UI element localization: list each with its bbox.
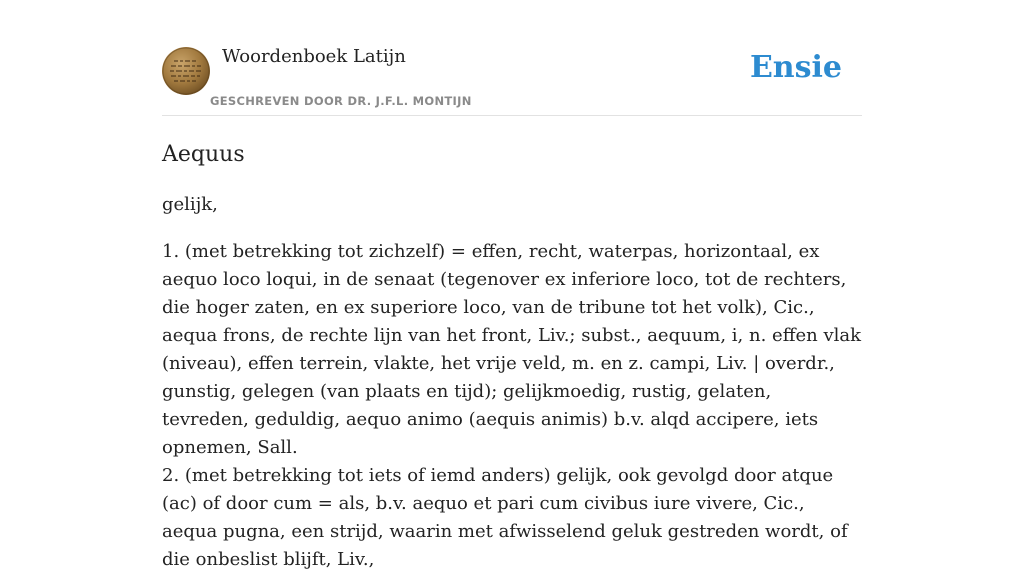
definition-item: 2. (met betrekking tot iets of iemd anders) gelijk, ook gevolgd door atque (ac) of door cum = als, b.v. aequo et pari cum civibus iure vivere, Cic., aequa pugna, een strijd, waarin met afwisselend geluk gestreden wordt, of die onbeslist blijft, Liv., bbox=[162, 465, 848, 570]
definition-item: 1. (met betrekking tot zichzelf) = effen, recht, waterpas, horizontaal, ex aequo loco loqui, in de senaat (tegenover ex inferiore loco, tot de rechters, die hoger zaten, en ex superiore loco, van de tribune tot het volk), Cic., aequa frons, de rechte lijn van het front, Liv.; subst., aequum, i, n. effen vlak (niveau), effen terrein, vlakte, het vrije veld, m. en z. campi, Liv. | overdr., gunstig, gelegen (van plaats en tijd); gelijkmoedig, rustig, gelaten, tevreden, geduldig, aequo animo (aequis animis) b.v. alqd accipere, iets opnemen, Sall. bbox=[162, 241, 862, 458]
entry-content bbox=[162, 138, 862, 574]
page-header bbox=[162, 0, 862, 116]
entry-intro: gelijk, bbox=[162, 194, 218, 215]
book-title[interactable]: Woordenboek Latijn bbox=[222, 46, 406, 67]
ensie-logo-link[interactable]: Ensie bbox=[749, 50, 842, 85]
latin-inscription-icon bbox=[162, 47, 210, 95]
author-line: GESCHREVEN DOOR DR. J.F.L. MONTIJN bbox=[210, 94, 472, 108]
entry-title: Aequus bbox=[162, 142, 245, 167]
book-cover-image[interactable] bbox=[162, 47, 210, 95]
entry-definitions bbox=[162, 238, 862, 574]
